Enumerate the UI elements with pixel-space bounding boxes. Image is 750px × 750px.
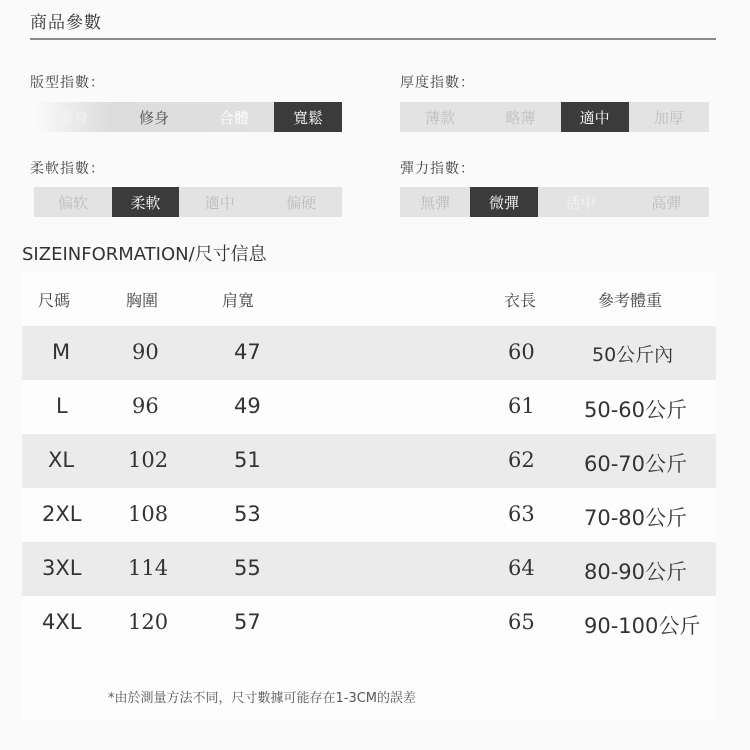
thickness-option: 加厚 bbox=[653, 108, 684, 127]
elasticity-option: 無彈 bbox=[419, 193, 450, 212]
thickness-index-label: 厚度指數： bbox=[400, 75, 475, 91]
table-row bbox=[22, 488, 716, 542]
thickness-index-bar bbox=[400, 102, 709, 132]
cell-chest: 96 bbox=[132, 394, 159, 418]
size-table bbox=[22, 272, 716, 720]
table-row bbox=[22, 434, 716, 488]
fit-option-selected: 寬鬆 bbox=[274, 102, 342, 132]
size-info-title: SIZEINFORMATION/尺寸信息 bbox=[22, 244, 267, 265]
softness-option-selected: 柔軟 bbox=[112, 187, 179, 217]
cell-shoulder: 55 bbox=[234, 556, 261, 580]
softness-index-label: 柔軟指數： bbox=[30, 161, 105, 177]
fit-option: 合體 bbox=[218, 108, 249, 127]
fit-index-bar bbox=[34, 102, 342, 132]
softness-index-bar bbox=[34, 187, 342, 217]
header-weight: 參考體重 bbox=[598, 291, 663, 310]
elasticity-option: 活中 bbox=[565, 193, 596, 212]
cell-length: 64 bbox=[508, 556, 535, 580]
header-chest: 胸圍 bbox=[126, 291, 159, 310]
elasticity-option-selected: 微彈 bbox=[470, 187, 538, 217]
cell-chest: 90 bbox=[132, 340, 159, 364]
header-length: 衣長 bbox=[504, 291, 537, 310]
measurement-note: *由於測量方法不同，尺寸數據可能存在1-3CM的誤差 bbox=[108, 691, 417, 706]
softness-option: 適中 bbox=[204, 193, 235, 212]
softness-option: 偏软 bbox=[57, 193, 88, 212]
fit-option: 修身 bbox=[138, 108, 169, 127]
cell-weight: 50公斤內 bbox=[592, 344, 674, 366]
elasticity-option: 高彈 bbox=[651, 193, 682, 212]
fit-index-label: 版型指數： bbox=[30, 75, 105, 91]
thickness-option-selected: 適中 bbox=[561, 102, 629, 132]
cell-chest: 114 bbox=[128, 556, 169, 580]
elasticity-index-bar bbox=[400, 187, 709, 217]
page-title: 商品參數 bbox=[30, 13, 102, 33]
cell-weight: 70-80公斤 bbox=[584, 506, 688, 530]
cell-chest: 102 bbox=[128, 448, 169, 472]
thickness-option: 薄款 bbox=[425, 108, 456, 127]
cell-shoulder: 51 bbox=[234, 448, 261, 472]
table-header bbox=[22, 272, 716, 324]
elasticity-index-label: 彈力指數： bbox=[400, 161, 475, 177]
cell-chest: 120 bbox=[128, 610, 169, 634]
header-size: 尺碼 bbox=[38, 291, 71, 310]
cell-shoulder: 57 bbox=[234, 610, 261, 634]
cell-size: 2XL bbox=[42, 502, 82, 526]
cell-weight: 60-70公斤 bbox=[584, 452, 688, 476]
cell-weight: 80-90公斤 bbox=[584, 560, 688, 584]
table-row bbox=[22, 542, 716, 596]
cell-shoulder: 49 bbox=[234, 394, 261, 418]
table-row bbox=[22, 380, 716, 434]
cell-weight: 90-100公斤 bbox=[584, 614, 701, 638]
title-divider bbox=[30, 38, 716, 40]
softness-option: 偏硬 bbox=[286, 193, 317, 212]
cell-size: 4XL bbox=[42, 610, 82, 634]
cell-shoulder: 53 bbox=[234, 502, 261, 526]
cell-chest: 108 bbox=[128, 502, 169, 526]
cell-length: 63 bbox=[508, 502, 535, 526]
table-row bbox=[22, 596, 716, 650]
cell-length: 60 bbox=[508, 340, 535, 364]
cell-length: 61 bbox=[508, 394, 535, 418]
cell-size: XL bbox=[48, 448, 75, 472]
cell-size: 3XL bbox=[42, 556, 82, 580]
cell-length: 65 bbox=[508, 610, 535, 634]
cell-shoulder: 47 bbox=[234, 340, 261, 364]
table-row bbox=[22, 326, 716, 380]
cell-size: L bbox=[56, 394, 68, 418]
header-shoulder: 肩寬 bbox=[222, 291, 255, 310]
cell-size: M bbox=[52, 340, 71, 364]
cell-length: 62 bbox=[508, 448, 535, 472]
thickness-option: 略薄 bbox=[505, 108, 536, 127]
cell-weight: 50-60公斤 bbox=[584, 398, 688, 422]
fit-option: 緊身 bbox=[58, 108, 89, 127]
